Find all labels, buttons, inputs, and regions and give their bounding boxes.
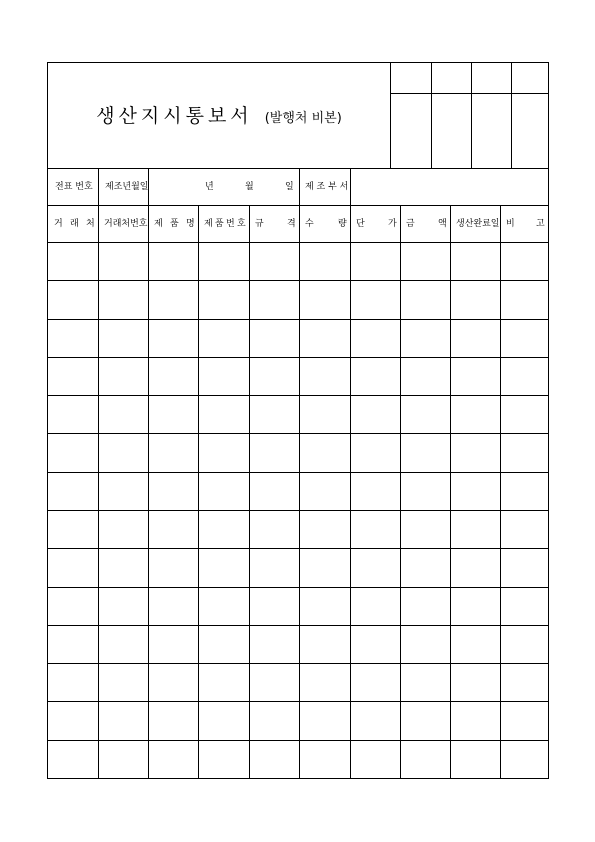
table-row-line [48, 280, 548, 281]
table-row-line [48, 701, 548, 702]
column-header-product_name: 품 [170, 219, 179, 229]
info-divider-1 [98, 168, 99, 205]
approval-divider-1 [431, 63, 432, 168]
column-divider [98, 205, 99, 778]
column-header-client: 처 [86, 219, 95, 229]
info-divider-3 [299, 168, 300, 205]
production-order-form [47, 62, 549, 779]
month-label: 월 [245, 182, 254, 192]
column-divider [400, 205, 401, 778]
column-header-spec: 규 [255, 219, 264, 229]
table-row-line [48, 587, 548, 588]
info-divider-4 [350, 168, 351, 205]
approval-left-border [390, 63, 391, 168]
table-row-line [48, 319, 548, 320]
dept-label: 제 조 부 서 [305, 182, 349, 192]
column-divider [450, 205, 451, 778]
column-header-unit_price: 단 [356, 219, 365, 229]
plant-no-label: 전표 번호 [55, 182, 93, 192]
year-label: 년 [205, 182, 214, 192]
approval-divider-3 [511, 63, 512, 168]
column-header-client: 거 [54, 219, 63, 229]
header-bottom-line [48, 242, 548, 243]
column-header-client: 래 [70, 219, 79, 229]
approval-divider-2 [471, 63, 472, 168]
title-subtitle: (발행처 비본) [264, 111, 342, 126]
column-divider [249, 205, 250, 778]
column-divider [299, 205, 300, 778]
info-row-bottom-line [48, 205, 548, 206]
column-divider [148, 205, 149, 778]
title-block [48, 63, 390, 168]
issue-date-label: 제조년월일 [105, 182, 149, 192]
column-divider [350, 205, 351, 778]
column-header-product_no: 제 [204, 219, 213, 229]
column-divider [500, 205, 501, 778]
document-title [48, 101, 390, 128]
column-header-product_name: 제 [154, 219, 163, 229]
column-header-product_no: 품 [215, 219, 224, 229]
day-label: 일 [285, 182, 294, 192]
table-row-line [48, 357, 548, 358]
column-header-amount: 액 [438, 219, 447, 229]
column-header-prod_date: 생산완료일 [456, 219, 500, 229]
column-header-product_no: 호 [237, 219, 246, 229]
table-row-line [48, 548, 548, 549]
table-row-line [48, 663, 548, 664]
table-row-line [48, 510, 548, 511]
column-header-unit_price: 가 [388, 219, 397, 229]
table-row-line [48, 433, 548, 434]
column-header-qty: 량 [338, 219, 347, 229]
column-header-spec: 격 [287, 219, 296, 229]
table-row-line [48, 472, 548, 473]
column-divider [198, 205, 199, 778]
column-header-remarks: 비 [506, 219, 515, 229]
approval-header-line [390, 93, 548, 94]
column-header-product_no: 번 [226, 219, 235, 229]
table-row-line [48, 395, 548, 396]
column-header-amount: 금 [406, 219, 415, 229]
title-bottom-line [48, 168, 548, 169]
column-header-remarks: 고 [536, 219, 545, 229]
title-text: 생산지시통보서 [96, 105, 253, 127]
table-row-line [48, 740, 548, 741]
column-header-qty: 수 [305, 219, 314, 229]
column-header-product_name: 명 [186, 219, 195, 229]
table-row-line [48, 625, 548, 626]
column-header-client_no: 거래처번호 [104, 219, 148, 229]
